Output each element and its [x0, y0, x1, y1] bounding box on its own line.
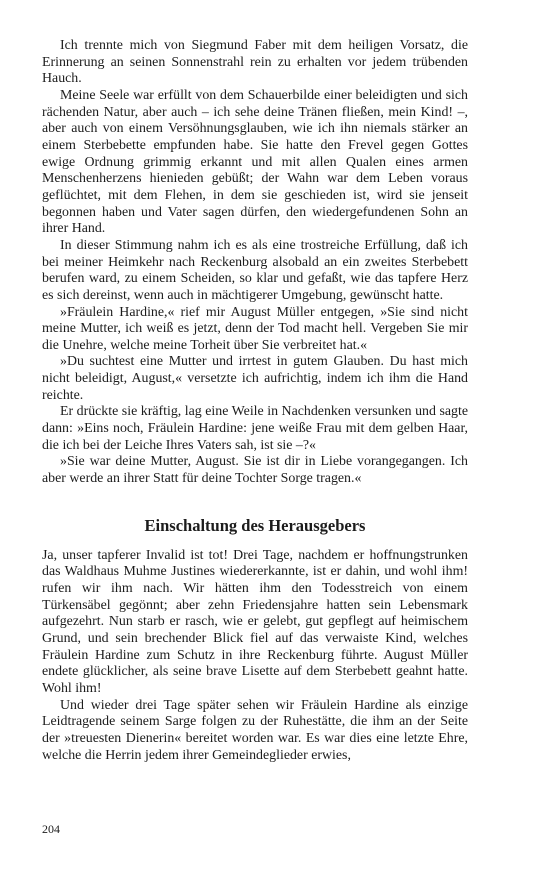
paragraph: In dieser Stimmung nahm ich es als eine trostreiche Erfüllung, daß ich bei meiner Heimkehr nach Reckenburg alsobald an ein zweites Sterbebett berufen ward, zu einem Scheiden, so klar und gefaßt, wie das tapfere Herz es sich dereinst, wenn auch in mächtigerer Umgebung, gewünscht hatte. [42, 237, 468, 303]
page-number: 204 [42, 822, 60, 836]
paragraph: Ja, unser tapferer Invalid ist tot! Drei Tage, nachdem er hoffnungstrunken das Waldhaus Muhme Justines wiedererkannte, ist er dahin, und wohl ihm! rufen wir ihm nach. Wir hätten ihm den Todesstreich von einem Türkensäbel gegönnt; aber zehn Friedensjahre hatten sein Lebensmark aufgezehrt. Nun starb er rasch, wie er gelebt, gut gepflegt auf heimischem Grund, und sein brechender Blick fiel auf das verwaiste Kind, welches Fräulein Hardine zum Schutz in ihre Reckenburg führte. August Müller endete glücklicher, als seine brave Lisette auf dem Sterbebett geahnt hatte. Wohl ihm! [42, 547, 468, 696]
book-page [42, 38, 468, 764]
paragraph: Meine Seele war erfüllt von dem Schauerbilde einer beleidigten und sich rächenden Natur, aber auch – ich sehe deine Tränen fließen, mein Kind! –, aber auch von einem Versöhnungsglauben, wie ich ihn niemals stärker an einem Sterbebette empfunden habe. Sie hatte den Frevel gegen Gottes ewige Ordnung grimmig erkannt und mit allen Qualen eines armen Menschenherzens hienieden gebüßt; der Wahn war dem Leben voraus geflüchtet, mit dem Flehen, in dem sie geschieden ist, wird sie jenseit begonnen haben und Vater sagen dürfen, den wiedergefundenen Sohn an ihrer Hand. [42, 87, 468, 237]
paragraph: »Du suchtest eine Mutter und irrtest in gutem Glauben. Du hast mich nicht beleidigt, August,« versetzte ich aufrichtig, indem ich ihm die Hand reichte. [42, 354, 468, 403]
paragraph: »Fräulein Hardine,« rief mir August Müller entgegen, »Sie sind nicht meine Mutter, ich weiß es jetzt, denn der Tod macht hell. Vergeben Sie mir die Unehre, welche meine Torheit über Sie verbreitet hat.« [42, 304, 468, 353]
paragraph: Ich trennte mich von Siegmund Faber mit dem heiligen Vorsatz, die Erinnerung an seinen Sonnenstrahl rein zu erhalten vor jedem trübenden Hauch. [42, 38, 468, 87]
paragraph: Er drückte sie kräftig, lag eine Weile in Nachdenken versunken und sagte dann: »Eins noch, Fräulein Hardine: jene weiße Frau mit dem gelben Haar, die ich bei der Leiche Ihres Vaters sah, ist sie –?« [42, 404, 468, 453]
paragraph: »Sie war deine Mutter, August. Sie ist dir in Liebe vorangegangen. Ich aber werde an ihrer Statt für deine Tochter Sorge tragen.« [42, 454, 468, 487]
paragraph: Und wieder drei Tage später sehen wir Fräulein Hardine als einzige Leidtragende seinem Sarge folgen zu der Ruhestätte, die ihm an der Seite der »treuesten Dienerin« bereitet worden war. Es war dies eine letzte Ehre, welche die Herrin jedem ihrer Gemeindeglieder erwies, [42, 697, 468, 763]
section-heading: Einschaltung des Herausgebers [144, 515, 366, 535]
